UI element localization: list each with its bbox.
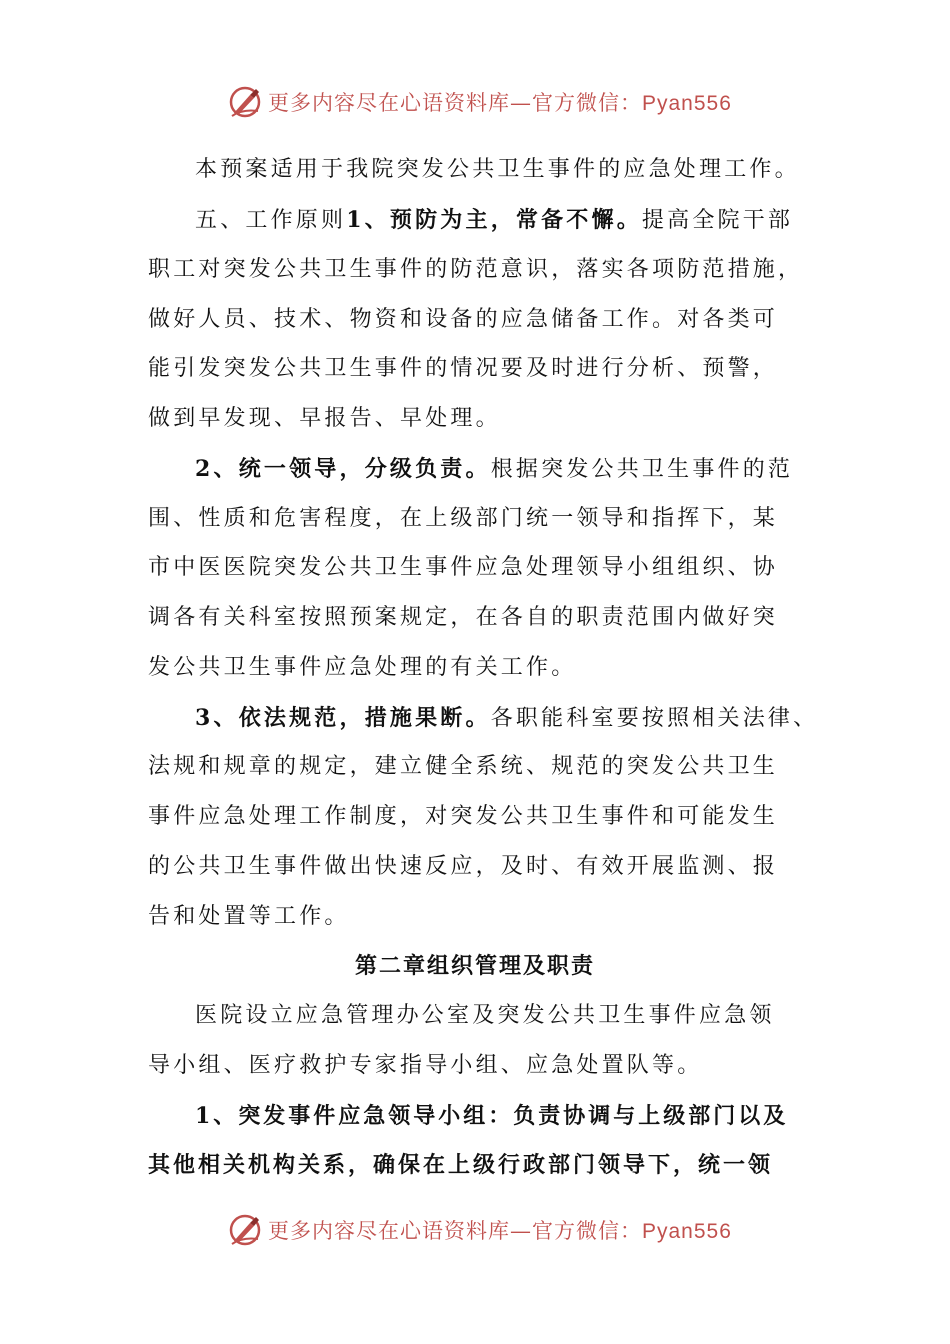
leadership-group-line-1: 1、突发事件应急领导小组：负责协调与上级部门以及 bbox=[195, 1103, 789, 1129]
principle-1-line-4: 能引发突发公共卫生事件的情况要及时进行分析、预警， bbox=[148, 356, 779, 381]
principle-1-line-2: 职工对突发公共卫生事件的防范意识，落实各项防范措施， bbox=[148, 257, 804, 282]
principle-3-line-3: 事件应急处理工作制度，对突发公共卫生事件和可能发生 bbox=[148, 804, 779, 829]
watermark-text: 更多内容尽在心语资料库—官方微信：Pyan556 bbox=[268, 1219, 732, 1243]
watermark-text: 更多内容尽在心语资料库—官方微信：Pyan556 bbox=[268, 91, 732, 115]
principle-3-line-2: 法规和规章的规定，建立健全系统、规范的突发公共卫生 bbox=[148, 754, 779, 779]
principle-2-line-2: 围、性质和危害程度，在上级部门统一领导和指挥下，某 bbox=[148, 506, 779, 531]
principle-3-line-4: 的公共卫生事件做出快速反应，及时、有效开展监测、报 bbox=[148, 854, 779, 879]
principle-2-line-1: 2、统一领导，分级负责。根据突发公共卫生事件的范 bbox=[195, 456, 794, 482]
principle-3-line-1: 3、依法规范，措施果断。各职能科室要按照相关法律、 bbox=[195, 705, 819, 731]
principle-1-line-5: 做到早发现、早报告、早处理。 bbox=[148, 406, 501, 431]
principle-2-line-3: 市中医医院突发公共卫生事件应急处理领导小组组织、协 bbox=[148, 555, 779, 580]
pen-logo-icon bbox=[228, 1213, 262, 1247]
principle-2-line-5: 发公共卫生事件应急处理的有关工作。 bbox=[148, 655, 577, 680]
paragraph-scope: 本预案适用于我院突发公共卫生事件的应急处理工作。 bbox=[195, 157, 800, 182]
footer-watermark-banner bbox=[228, 1210, 732, 1250]
chapter-heading: 第二章组织管理及职责 bbox=[354, 953, 595, 979]
org-paragraph-line-2: 导小组、医疗救护专家指导小组、应急处置队等。 bbox=[148, 1053, 703, 1078]
header-watermark-banner bbox=[228, 82, 732, 122]
pen-logo-icon bbox=[228, 85, 262, 119]
principle-1-line-3: 做好人员、技术、物资和设备的应急储备工作。对各类可 bbox=[148, 307, 779, 332]
leadership-group-line-2: 其他相关机构关系，确保在上级行政部门领导下，统一领 bbox=[148, 1152, 774, 1178]
principle-1-line-1: 五、工作原则1、预防为主，常备不懈。提高全院干部 bbox=[195, 207, 794, 233]
principle-3-line-5: 告和处置等工作。 bbox=[148, 904, 350, 929]
org-paragraph-line-1: 医院设立应急管理办公室及突发公共卫生事件应急领 bbox=[195, 1003, 775, 1028]
principle-2-line-4: 调各有关科室按照预案规定，在各自的职责范围内做好突 bbox=[148, 605, 779, 630]
